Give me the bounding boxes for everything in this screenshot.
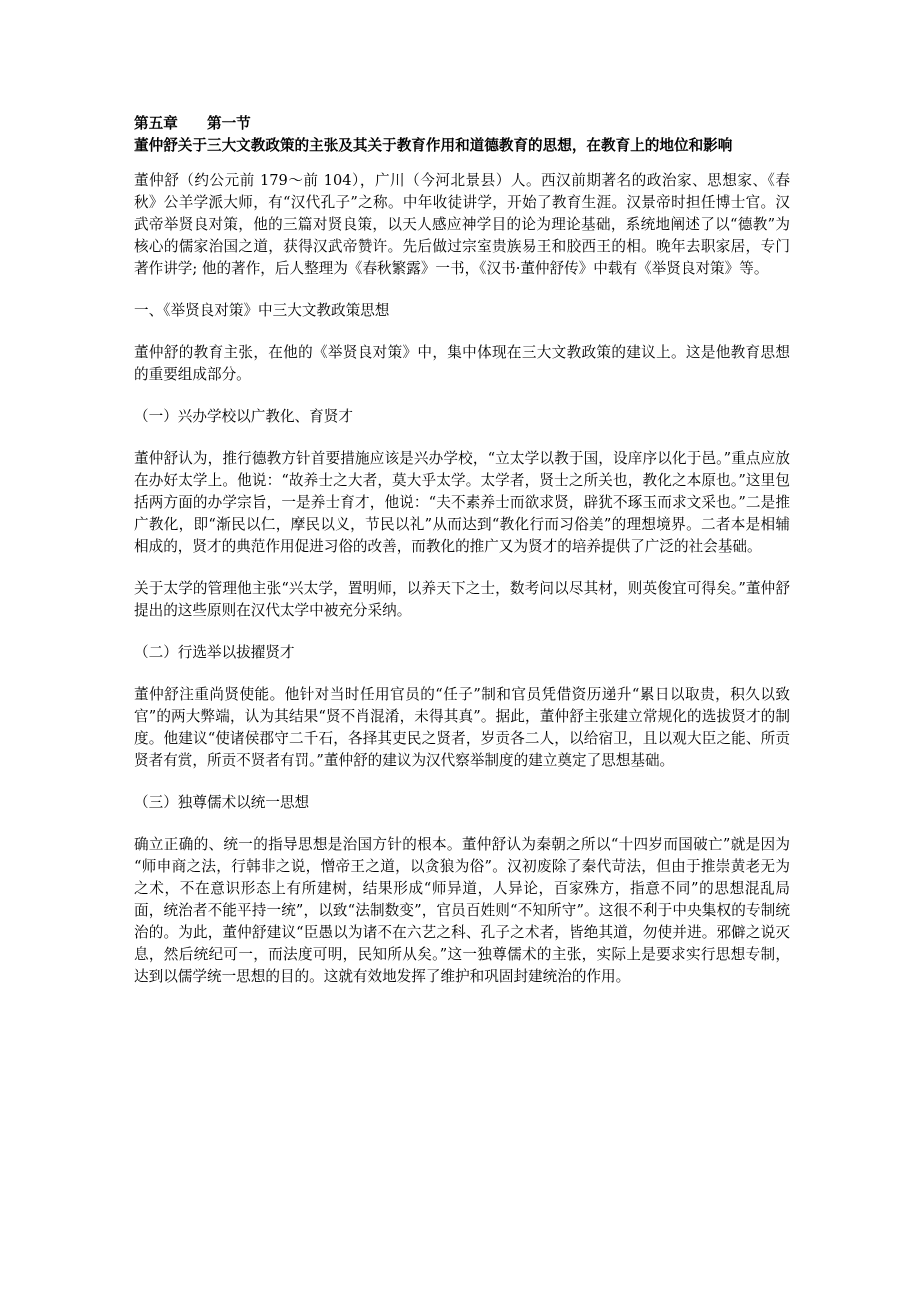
subsection-3-paragraph-1: 确立正确的、统一的指导思想是治国方针的根本。董仲舒认为秦朝之所以“十四岁而国破亡”就是因为“师申商之法，行韩非之说，憎帝王之道，以贪狼为俗”。汉初废除了秦代苛法，但由于推崇黄老无为之术，不在意识形态上有所建树，结果形成“师异道，人异论，百家殊方，指意不同”的思想混乱局面，统治者不能平持一统”，以致“法制数变”，官员百姓则“不知所守”。这很不利于中央集权的专制统治的。为此，董仲舒建议“臣愚以为诸不在六艺之科、孔子之术者，皆绝其道，勿使并进。邪僻之说灭息，然后统纪可一，而法度可明，民知所从矣。”这一独尊儒术的主张，实际上是要求实行思想专制，达到以儒学统一思想的目的。这就有效地发挥了维护和巩固封建统治的作用。 bbox=[134, 835, 790, 985]
subsection-1-paragraph-1: 董仲舒认为，推行德教方针首要措施应该是兴办学校，“立太学以教于国，设庠序以化于邑。”重点应放在办好太学上。他说：“故养士之大者，莫大乎太学。太学者，贤士之所关也，教化之本原也。”这里包括两方面的办学宗旨，一是养士育才，他说：“夫不素养士而欲求贤，辟犹不琢玉而求文采也。”二是推广教化，即“渐民以仁，摩民以义，节民以礼”从而达到“教化行而习俗美”的理想境界。二者本是相辅相成的，贤才的典范作用促进习俗的改善，而教化的推广又为贤才的培养提供了广泛的社会基础。 bbox=[134, 449, 790, 555]
spacer bbox=[134, 772, 790, 792]
section-one-lead-paragraph: 董仲舒的教育主张，在他的《举贤良对策》中，集中体现在三大文教政策的建议上。这是他教育思想的重要组成部分。 bbox=[134, 343, 790, 383]
section-heading-one: 一、《举贤良对策》中三大文教政策思想 bbox=[134, 301, 390, 319]
spacer bbox=[134, 428, 790, 448]
spacer bbox=[134, 814, 790, 834]
spacer bbox=[134, 322, 790, 342]
intro-paragraph: 董仲舒（约公元前 179～前 104），广川（今河北景县）人。西汉前期著名的政治家、思想家、《春秋》公羊学派大师，有“汉代孔子”之称。中年收徒讲学，开始了教育生涯。汉景帝时担任博士官。汉武帝举贤良对策，他的三篇对贤良策，以天人感应神学目的论为理论基础，系统地阐述了以“德教”为核心的儒家治国之道，获得汉武帝赞许。先后做过宗室贵族易王和胶西王的相。晚年去职家居，专门著作讲学; 他的著作，后人整理为《春秋繁露》一书，《汉书·董仲舒传》中载有《举贤良对策》等。 bbox=[134, 171, 790, 277]
spacer bbox=[134, 158, 790, 170]
page-title: 董仲舒关于三大文教政策的主张及其关于教育作用和道德教育的思想，在教育上的地位和影响 bbox=[134, 137, 733, 154]
subsection-1-paragraph-2: 关于太学的管理他主张“兴太学，置明师，以养天下之士，数考问以尽其材，则英俊宜可得矣。”董仲舒提出的这些原则在汉代太学中被充分采纳。 bbox=[134, 579, 790, 619]
spacer bbox=[134, 386, 790, 406]
subsection-heading-3: （三）独尊儒术以统一思想 bbox=[134, 793, 310, 811]
subsection-heading-2: （二）行选举以拔擢贤才 bbox=[134, 643, 295, 661]
subsection-2-paragraph-1: 董仲舒注重尚贤使能。他针对当时任用官员的“任子”制和官员凭借资历递升“累日以取贵，积久以致官”的两大弊端，认为其结果“贤不肖混淆，未得其真”。据此，董仲舒主张建立常规化的选拔贤才的制度。他建议“使诸侯郡守二千石，各择其吏民之贤者，岁贡各二人，以给宿卫，且以观大臣之能、所贡贤者有赏，所贡不贤者有罚。”董仲舒的建议为汉代察举制度的建立奠定了思想基础。 bbox=[134, 685, 790, 769]
document-body bbox=[134, 113, 790, 988]
subsection-heading-1: （一）兴办学校以广教化、育贤才 bbox=[134, 407, 353, 425]
spacer bbox=[134, 664, 790, 684]
spacer bbox=[134, 280, 790, 300]
spacer bbox=[134, 558, 790, 578]
spacer bbox=[134, 622, 790, 642]
chapter-section-label: 第五章 第一节 bbox=[134, 115, 251, 132]
